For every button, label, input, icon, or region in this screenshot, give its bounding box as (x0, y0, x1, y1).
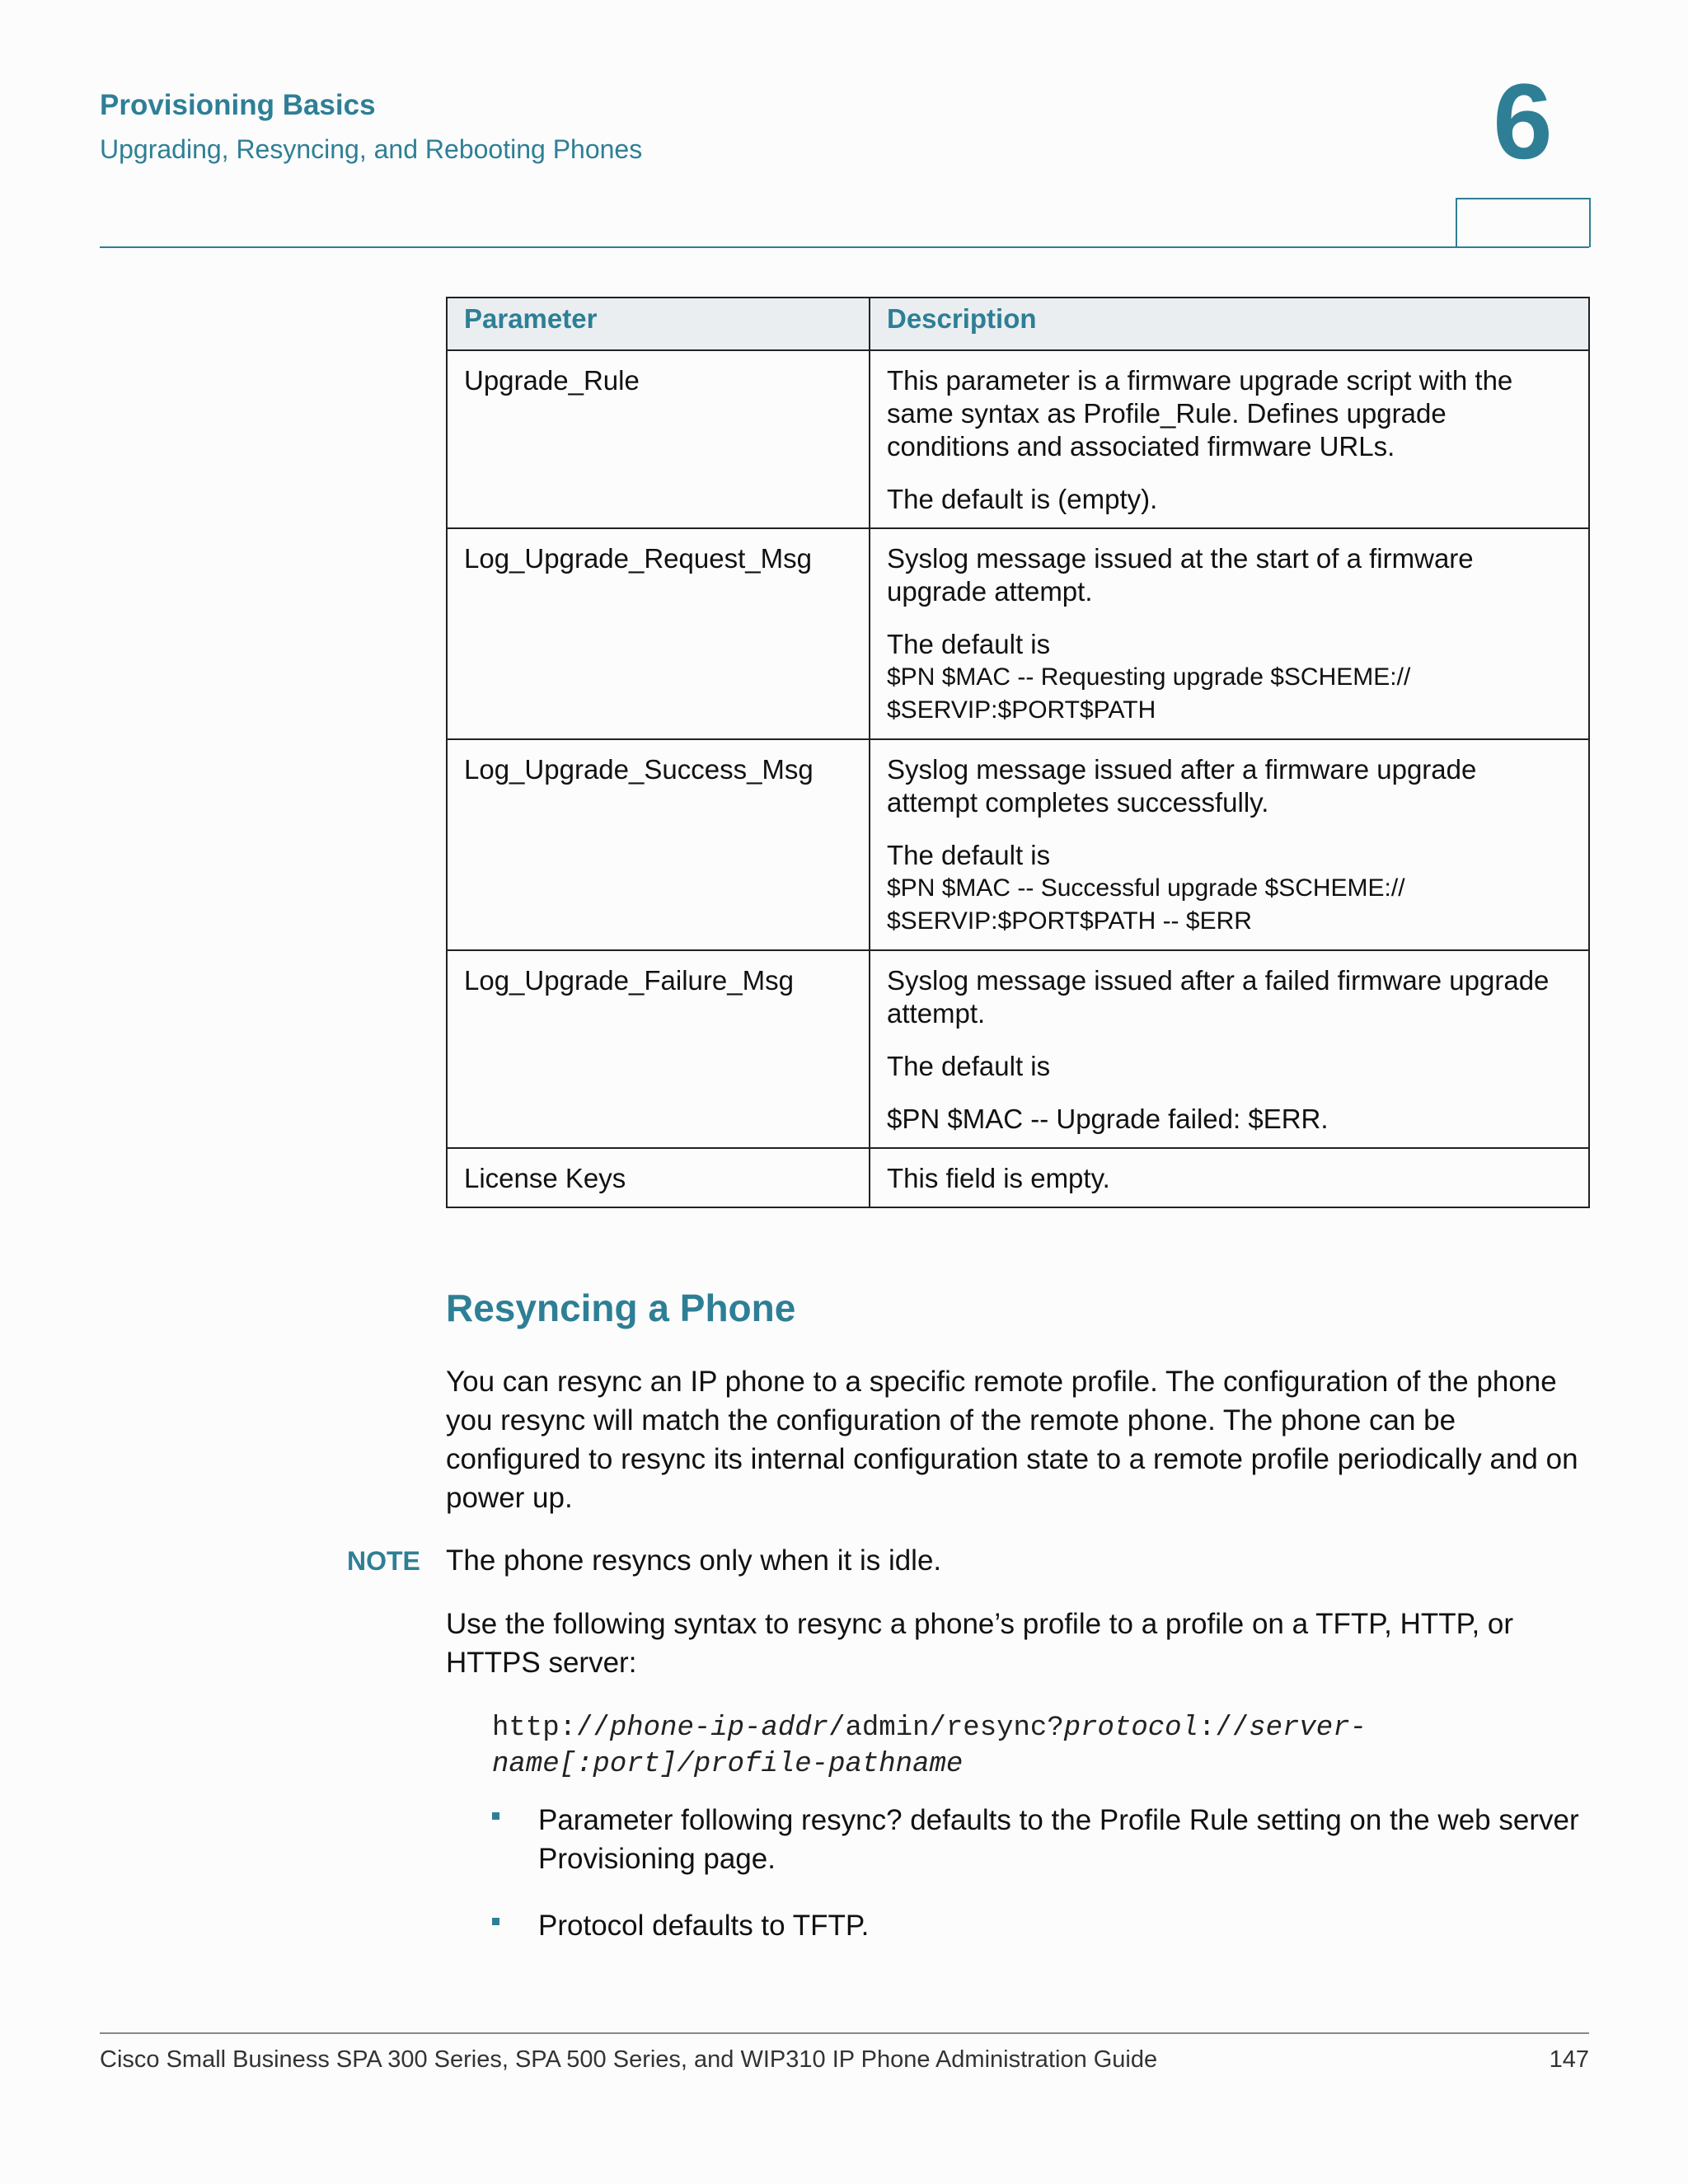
list-item-text: Protocol defaults to TFTP. (538, 1910, 870, 1942)
code-variable: name[:port]/profile-pathname (492, 1749, 964, 1780)
square-bullet-icon (492, 1918, 499, 1925)
list-item (492, 1801, 1588, 1878)
resync-url-syntax (492, 1710, 1588, 1783)
default-value-text: The default is (empty). (887, 484, 1158, 514)
default-value-block (887, 839, 1572, 938)
code-segment: http:// (492, 1713, 610, 1744)
chapter-tab-box (1456, 198, 1591, 247)
description-cell (870, 739, 1589, 950)
intro-paragraph: You can resync an IP phone to a specific remote profile. The configuration of the phone you resync will match the configuration of the remote phone. The phone can be configured to resync its internal configuration state to a remote profile periodically and on power up. (446, 1366, 1578, 1514)
list-item-text: Parameter following resync? defaults to the Profile Rule setting on the web server Provisioning page. (538, 1804, 1579, 1875)
parameter-table (446, 297, 1590, 1208)
table-row (447, 950, 1589, 1148)
description-text: Syslog message issued at the start of a firmware upgrade attempt. (887, 543, 1474, 607)
table-header-row (447, 298, 1589, 350)
default-label: The default is (887, 840, 1051, 870)
code-variable: server- (1249, 1713, 1367, 1744)
page-number: 147 (1549, 2046, 1589, 2073)
note-text: The phone resyncs only when it is idle. (446, 1544, 942, 1577)
column-header-description: Description (870, 298, 1589, 350)
parameter-cell: License Keys (447, 1148, 870, 1207)
description-text: This field is empty. (887, 1163, 1110, 1193)
code-segment: /admin/resync? (828, 1713, 1064, 1744)
section-heading: Resyncing a Phone (446, 1286, 796, 1329)
description-cell (870, 350, 1589, 528)
parameter-cell: Log_Upgrade_Failure_Msg (447, 950, 870, 1148)
code-variable: protocol (1063, 1713, 1198, 1744)
description-cell (870, 1148, 1589, 1207)
default-value-block (887, 628, 1572, 727)
description-text: Syslog message issued after a failed firmware upgrade attempt. (887, 965, 1550, 1029)
description-cell (870, 950, 1589, 1148)
square-bullet-icon (492, 1812, 499, 1820)
parameter-cell: Upgrade_Rule (447, 350, 870, 528)
description-text: Syslog message issued after a firmware upgrade attempt completes successfully. (887, 754, 1477, 818)
header-divider (100, 246, 1589, 248)
code-segment: :// (1198, 1713, 1250, 1744)
parameter-cell: Log_Upgrade_Request_Msg (447, 528, 870, 739)
default-value-text: $PN $MAC -- Successful upgrade $SCHEME:// $SERVIP:$PORT$PATH -- $ERR (887, 874, 1405, 935)
header-section-subtitle: Upgrading, Resyncing, and Rebooting Phones (100, 134, 643, 164)
table-row (447, 350, 1589, 528)
description-text: This parameter is a firmware upgrade script with the same syntax as Profile_Rule. Defines upgrade conditions and associated firmware URLs. (887, 365, 1513, 462)
column-header-parameter: Parameter (447, 298, 870, 350)
list-item (492, 1906, 1588, 1945)
default-value-text: $PN $MAC -- Requesting upgrade $SCHEME:// $SERVIP:$PORT$PATH (887, 663, 1411, 724)
note-label: NOTE (347, 1546, 420, 1576)
description-cell (870, 528, 1589, 739)
header-chapter-title: Provisioning Basics (100, 89, 376, 121)
chapter-number: 6 (1493, 61, 1553, 181)
default-label: The default is (887, 629, 1051, 659)
table-row (447, 528, 1589, 739)
table-row (447, 739, 1589, 950)
footer-guide-title: Cisco Small Business SPA 300 Series, SPA 500 Series, and WIP310 IP Phone Administration Guide (100, 2046, 1158, 2073)
default-value-text: $PN $MAC -- Upgrade failed: $ERR. (887, 1104, 1329, 1134)
code-variable: phone-ip-addr (609, 1713, 829, 1744)
parameter-cell: Log_Upgrade_Success_Msg (447, 739, 870, 950)
table-row (447, 1148, 1589, 1207)
default-label: The default is (887, 1051, 1051, 1081)
syntax-intro-paragraph: Use the following syntax to resync a phone’s profile to a profile on a TFTP, HTTP, or HTTPS server: (446, 1608, 1514, 1679)
footer-divider (100, 2032, 1589, 2034)
